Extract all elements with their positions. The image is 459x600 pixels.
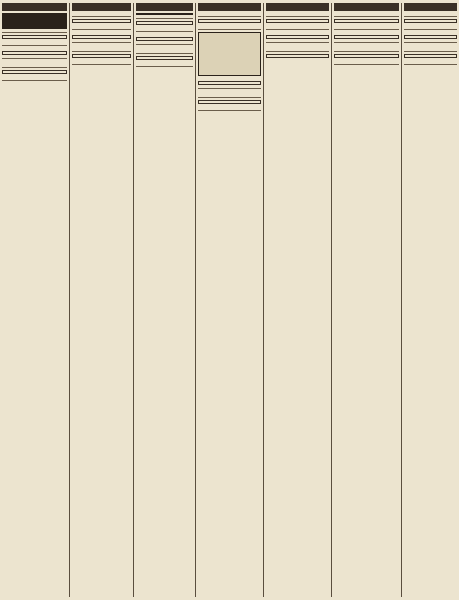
divider — [404, 64, 457, 65]
column-header — [198, 3, 261, 11]
ad-item — [136, 37, 193, 41]
divider — [266, 29, 329, 30]
ad-item — [266, 35, 329, 39]
divider — [72, 29, 131, 30]
divider — [198, 110, 261, 111]
ad-column — [0, 3, 69, 597]
divider — [198, 97, 261, 98]
ad-column — [401, 3, 459, 597]
ad-item — [404, 19, 457, 23]
ad-item — [2, 70, 67, 74]
highlight-ad-box — [198, 32, 261, 76]
divider — [334, 51, 399, 52]
ad-item — [198, 81, 261, 85]
divider — [198, 88, 261, 89]
column-header — [72, 3, 131, 11]
ad-item — [72, 54, 131, 58]
divider — [72, 51, 131, 52]
divider — [404, 29, 457, 30]
divider — [72, 16, 131, 17]
divider — [136, 18, 193, 19]
divider — [404, 51, 457, 52]
divider — [2, 32, 67, 33]
ad-item — [2, 51, 67, 55]
ad-item — [404, 35, 457, 39]
ad-item — [198, 19, 261, 23]
divider — [2, 67, 67, 68]
divider — [266, 42, 329, 43]
divider — [404, 16, 457, 17]
ad-item — [266, 19, 329, 23]
cinema-title — [2, 13, 67, 29]
divider — [136, 44, 193, 45]
column-header — [334, 3, 399, 11]
divider — [72, 42, 131, 43]
ad-column — [133, 3, 195, 597]
ad-item — [198, 100, 261, 104]
divider — [334, 64, 399, 65]
divider — [136, 66, 193, 67]
ad-item — [334, 35, 399, 39]
divider — [2, 58, 67, 59]
column-header — [404, 3, 457, 11]
column-header — [2, 3, 67, 11]
ad-item — [404, 54, 457, 58]
divider — [404, 42, 457, 43]
ad-item — [136, 56, 193, 60]
ad-item — [2, 35, 67, 39]
ad-item — [72, 35, 131, 39]
divider — [334, 16, 399, 17]
column-header — [136, 3, 193, 11]
ad-item — [136, 21, 193, 25]
ad-column — [69, 3, 133, 597]
divider — [266, 51, 329, 52]
divider — [198, 16, 261, 17]
real-estate-title — [136, 13, 193, 15]
divider — [136, 31, 193, 32]
ad-column — [195, 3, 263, 597]
divider — [72, 64, 131, 65]
ad-item — [334, 54, 399, 58]
divider — [334, 29, 399, 30]
divider — [198, 29, 261, 30]
ad-item — [72, 19, 131, 23]
column-header — [266, 3, 329, 11]
ad-item — [334, 19, 399, 23]
divider — [2, 45, 67, 46]
ad-column — [331, 3, 401, 597]
ad-column — [263, 3, 331, 597]
divider — [2, 80, 67, 81]
divider — [334, 42, 399, 43]
ad-item — [266, 54, 329, 58]
divider — [136, 53, 193, 54]
divider — [266, 16, 329, 17]
